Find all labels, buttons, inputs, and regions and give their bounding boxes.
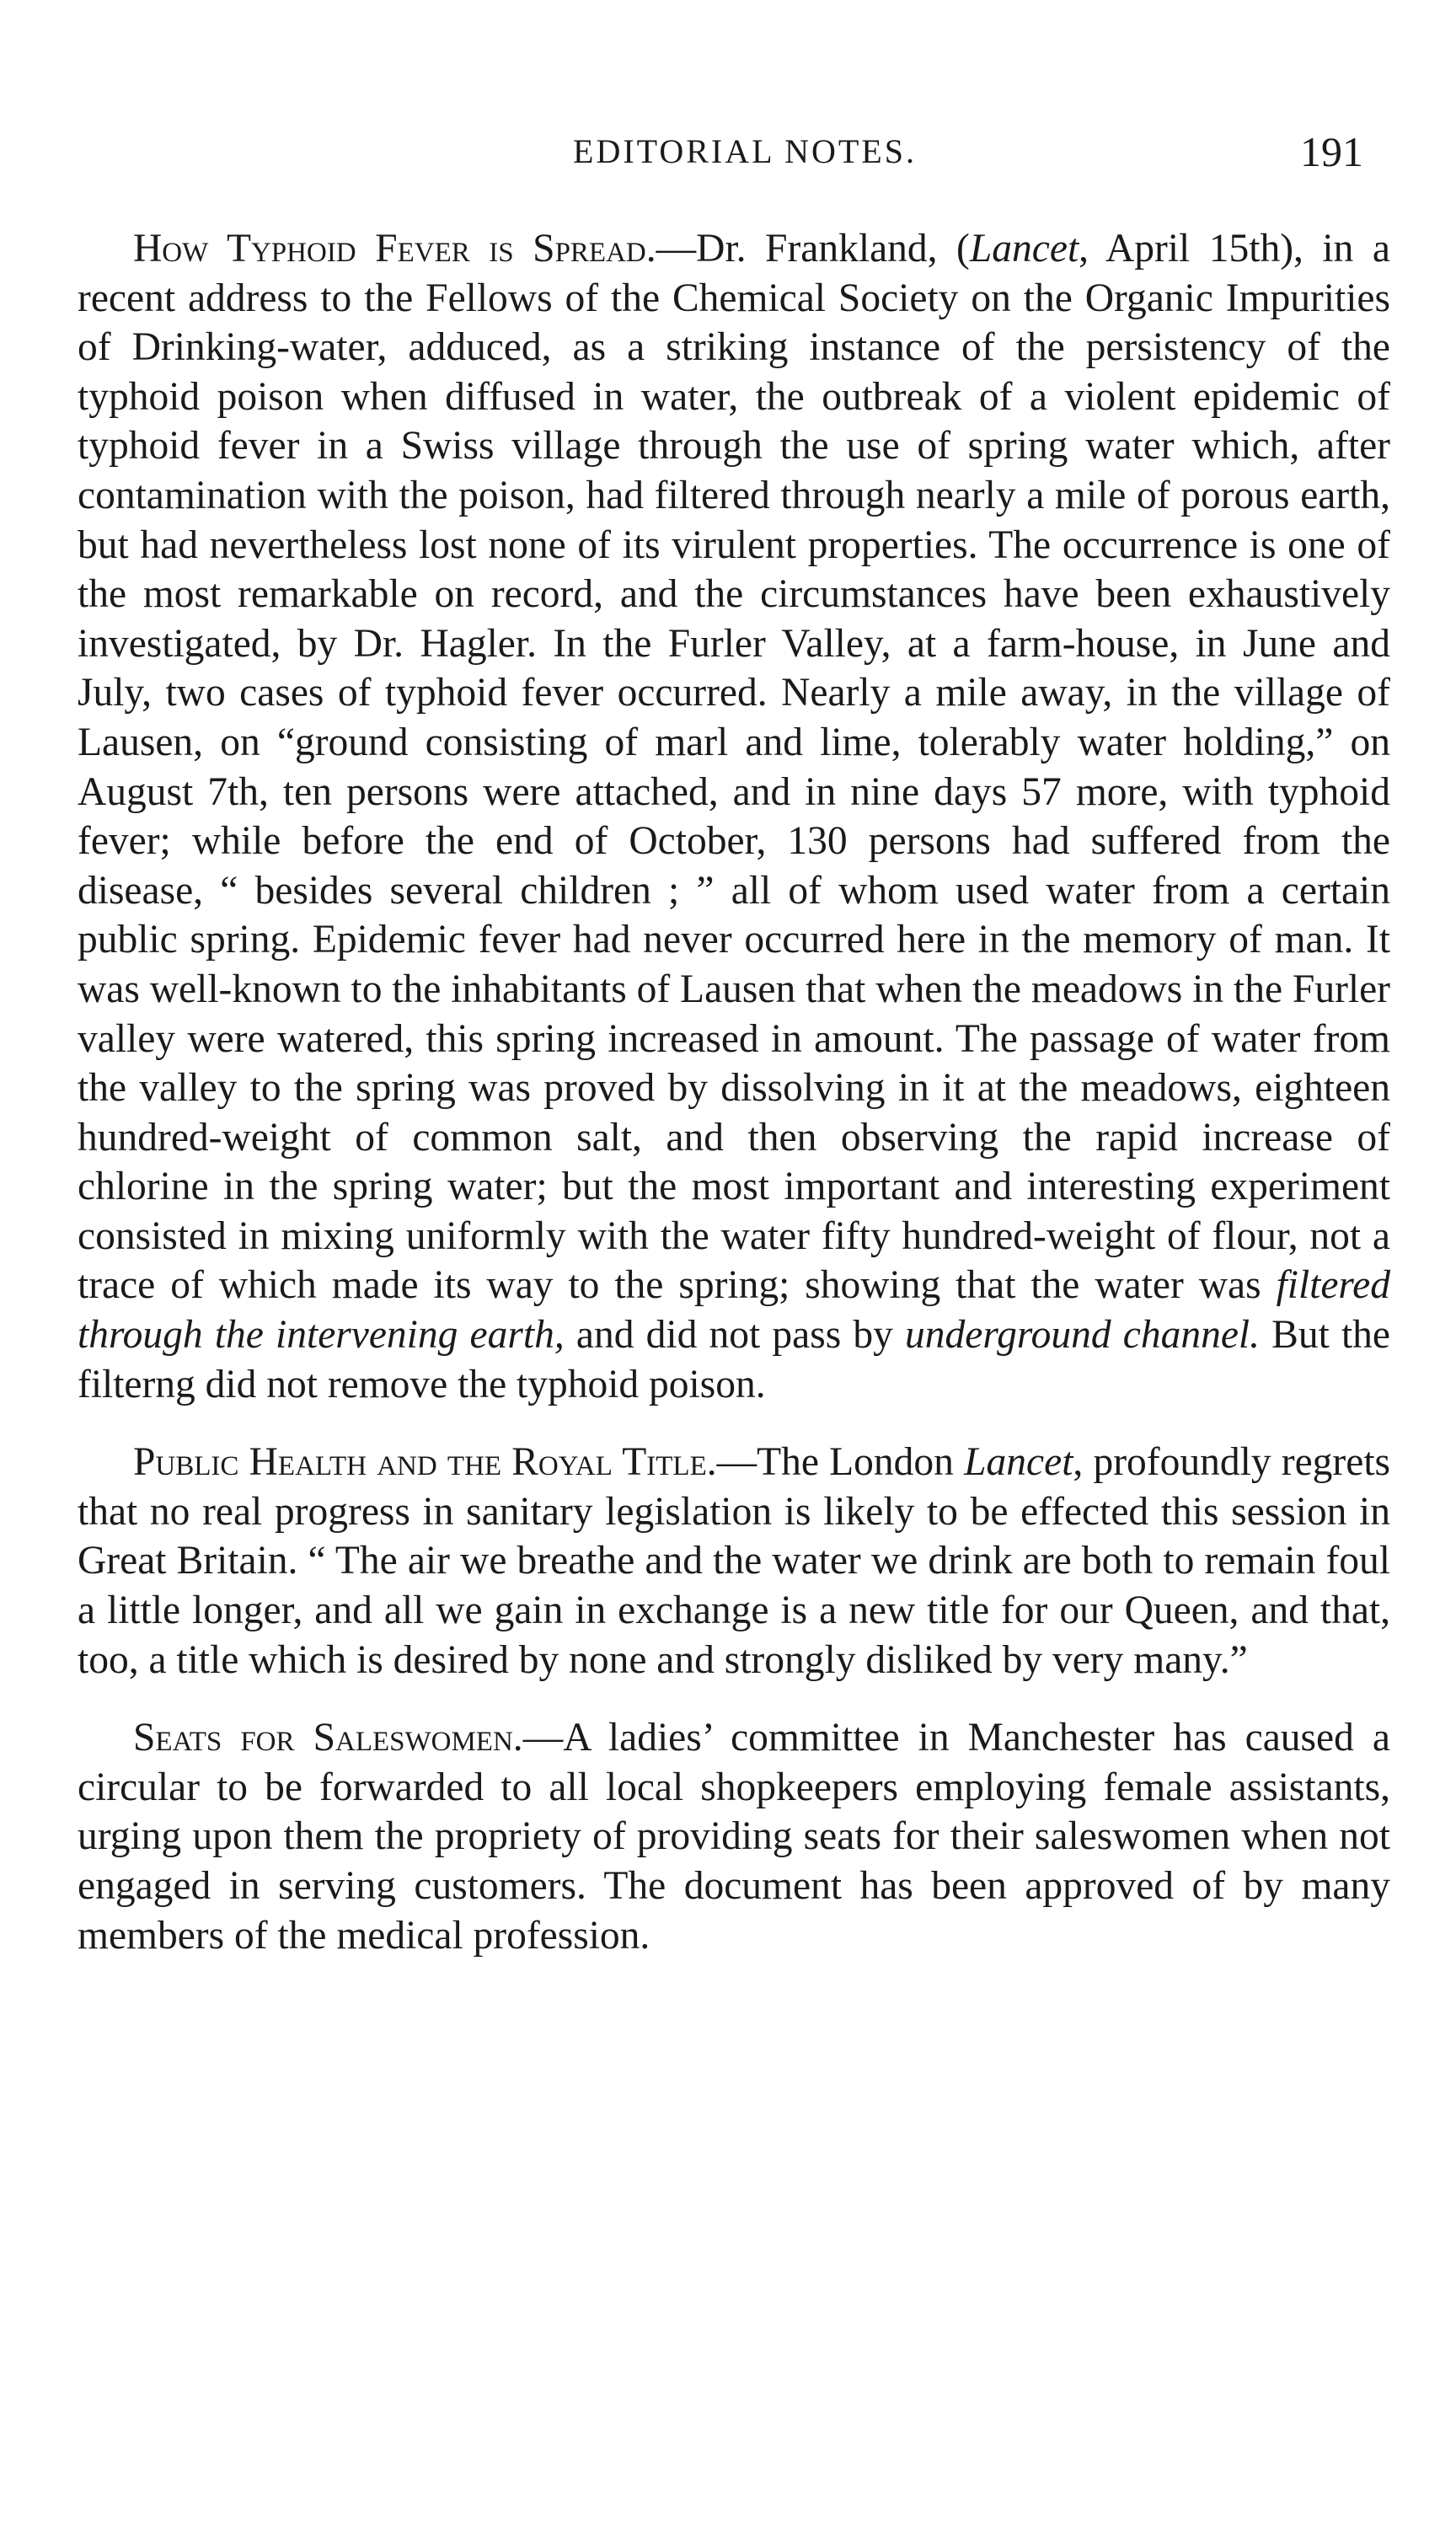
article-heading: Seats for Saleswomen.: [133, 1716, 523, 1760]
running-title: EDITORIAL NOTES.: [573, 132, 917, 170]
article-text: —The London: [716, 1440, 965, 1485]
article-text: But the filterng did not remove the typhoid poison.: [78, 1313, 1391, 1406]
article-seats-saleswomen: [78, 1713, 1390, 1960]
article-heading: Public Health and the Royal Title.: [133, 1440, 717, 1485]
emphasized-text: underground channel.: [905, 1313, 1260, 1358]
running-head: [126, 126, 1363, 177]
article-royal-title: [78, 1438, 1390, 1685]
article-text: , April 15th), in a recent address to the Fellows of the Chemical Society on the Organic Impurities of Drinking-water, adduced, as a striking instance of the persistency of the typhoid poison when diffused in water, the outbreak of a violent epidemic of typhoid fever in a Swiss village through the use of spring water which, after contamination with the poison, had filtered through nearly a mile of porous earth, but had nevertheless lost none of its virulent properties. The occurrence is one of the most remarkable on record, and the circumstances have been exhaustively investigated, by Dr. Hagler. In the Furler Valley, at a farm-house, in June and July, two cases of typhoid fever occurred. Nearly a mile away, in the village of Lausen, on “ground consisting of marl and lime, tolerably water holding,” on August 7th, ten persons were attached, and in nine days 57 more, with typhoid fever; while before the end of October, 130 persons had suffered from the disease, “ besides several children ; ” all of whom used water from a certain public spring. Epidemic fever had never occurred here in the memory of man. It was well-known to the inhabitants of Lausen that when the meadows in the Furler valley were watered, this spring increased in amount. The passage of water from the valley to the spring was proved by dissolving in it at the meadows, eighteen hundred-weight of common salt, and then observing the rapid increase of chlorine in the spring water; but the most important and interesting experiment consisted in mixing uniformly with the water fifty hundred-weight of flour, not a trace of which made its way to the spring; showing that the water was: [78, 227, 1390, 1308]
article-text: —Dr. Frankland, (: [656, 227, 970, 271]
article-typhoid-fever: [78, 224, 1390, 1409]
article-text: , profoundly regrets that no real progress in sanitary legislation is likely to be effected this session in Great Britain. “ The air we breathe and the water we drink are both to remain foul a little longer, and all we gain in exchange is a new title for our Queen, and that, too, a title which is desired by none and strongly disliked by very many.”: [78, 1440, 1391, 1682]
article-text: —A ladies’ committee in Manchester has caused a circular to be forwarded to all local shopkeepers employing female assistants, urging upon them the propriety of providing seats for their saleswomen when not engaged in serving customers. The document has been approved of by many members of the medical profession.: [78, 1716, 1391, 1958]
journal-reference: Lancet: [964, 1440, 1073, 1485]
journal-reference: Lancet: [969, 227, 1079, 271]
page-number: 191: [1300, 128, 1363, 175]
emphasized-text: filtered through the intervening earth,: [78, 1263, 1390, 1358]
article-text: and did not pass by: [564, 1313, 906, 1358]
body-text: [78, 224, 1390, 1960]
article-heading: How Typhoid Fever is Spread.: [133, 227, 656, 271]
